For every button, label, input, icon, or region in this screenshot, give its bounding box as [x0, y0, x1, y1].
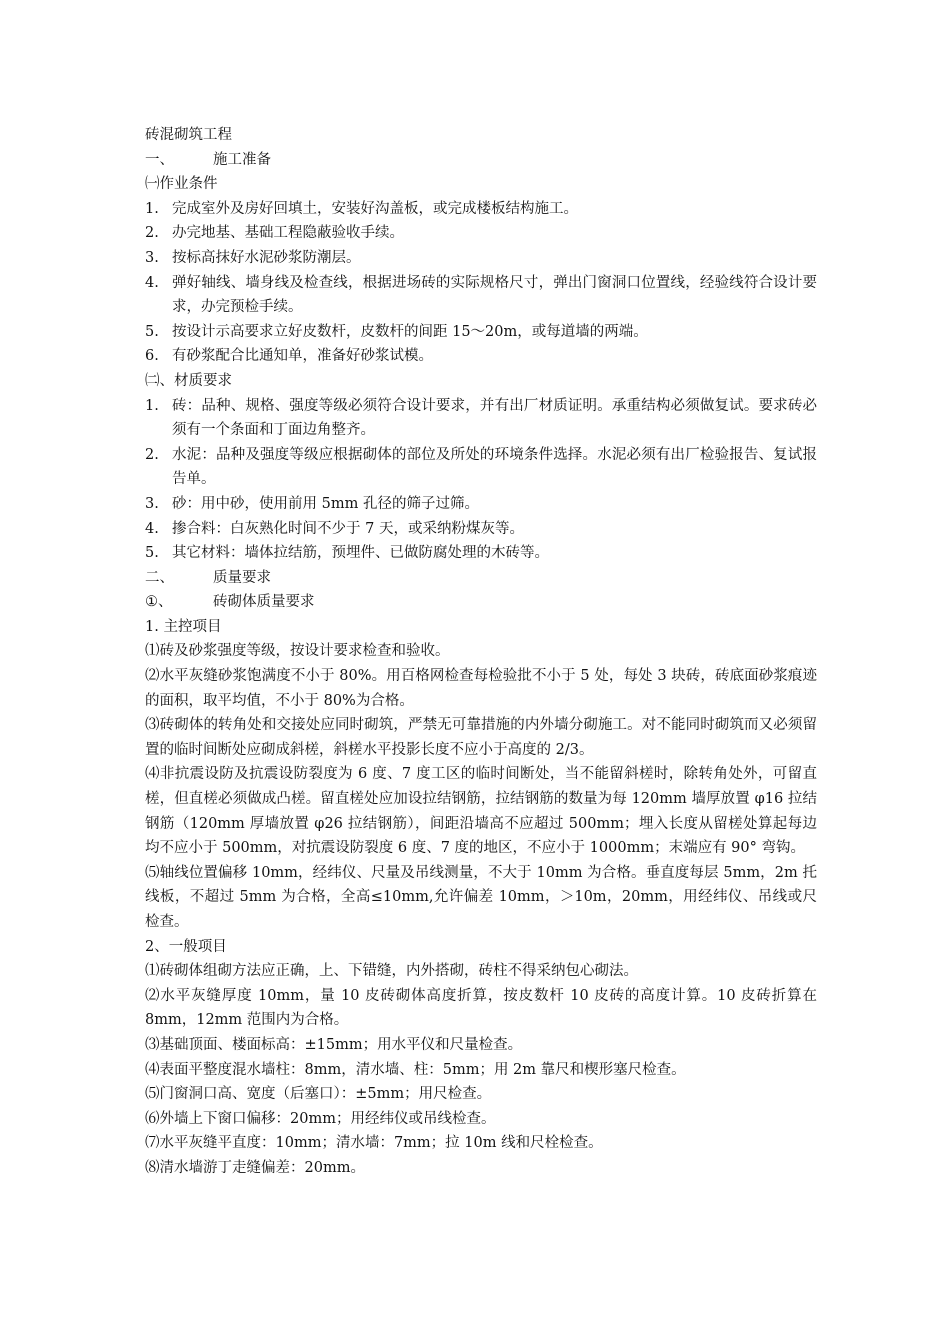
list-item: [145, 443, 817, 492]
list-item-number: 4.: [145, 274, 159, 291]
list-item-text: 其它材料：墙体拉结筋，预埋件、已做防腐处理的木砖等。: [172, 545, 549, 562]
subsection-materials-heading: ㈡、材质要求: [145, 372, 232, 389]
section-1-heading: [145, 148, 817, 173]
list-item-text: 水泥：品种及强度等级应根据砌体的部位及所处的环境条件选择。水泥必须有出厂检验报告、复试报告单。: [172, 446, 817, 488]
paragraph: ⑹外墙上下窗口偏移：20mm；用经纬仪或吊线检查。: [145, 1110, 496, 1127]
section-1-title: 施工准备: [213, 151, 271, 168]
paragraph: ⑶砖砌体的转角处和交接处应同时砌筑，严禁无可靠措施的内外墙分砌施工。对不能同时砌筑而又必须留置的临时间断处应砌成斜槎，斜槎水平投影长度不应小于高度的 2/3。: [145, 717, 817, 758]
list-item: [145, 541, 817, 566]
section-2-number: 二、: [145, 569, 174, 586]
paragraph: ⑵水平灰缝厚度 10mm，量 10 皮砖砌体高度折算，按皮数杆 10 皮砖的高度计算。10 皮砖折算在 8mm，12mm 范围内为合格。: [145, 987, 817, 1029]
document-title: 砖混砌筑工程: [145, 127, 232, 143]
subsection-brick-quality-number: ①、: [145, 594, 173, 611]
list-item-number: 5.: [145, 323, 159, 340]
paragraph: ⑸轴线位置偏移 10mm，经纬仪、尺量及吊线测量，不大于 10mm 为合格。垂直度每层 5mm，2m 托线板，不超过 5mm 为合格，全高≤10mm,允许偏差 10mm，＞10m，20mm，用经纬仪、吊线或尺检查。: [145, 864, 817, 930]
list-item: [145, 197, 817, 222]
list-item-number: 6.: [145, 348, 159, 365]
list-item-number: 5.: [145, 545, 159, 562]
main-control-items-heading: 1. 主控项目: [145, 618, 222, 635]
list-item: [145, 221, 817, 246]
general-items-heading: 2、一般项目: [145, 938, 227, 955]
list-item: [145, 246, 817, 271]
paragraph: ⑻清水墙游丁走缝偏差：20mm。: [145, 1159, 365, 1176]
list-item-number: 3.: [145, 249, 159, 266]
section-2-title: 质量要求: [213, 569, 271, 586]
materials-list: [145, 394, 817, 566]
list-item-number: 3.: [145, 495, 159, 512]
list-item-number: 4.: [145, 520, 159, 537]
paragraph: ⑴砖及砂浆强度等级，按设计要求检查和验收。: [145, 643, 450, 660]
list-item-text: 掺合料：白灰熟化时间不少于 7 天，或采纳粉煤灰等。: [172, 520, 524, 537]
list-item: [145, 271, 817, 320]
list-item-text: 弹好轴线、墙身线及检查线，根据进场砖的实际规格尺寸，弹出门窗洞口位置线，经验线符合设计要求，办完预检手续。: [172, 274, 817, 316]
paragraph: ⑶基础顶面、楼面标高：±15mm；用水平仪和尺量检查。: [145, 1036, 523, 1053]
list-item-text: 有砂浆配合比通知单，准备好砂浆试模。: [172, 348, 433, 365]
list-item-text: 砖：品种、规格、强度等级必须符合设计要求，并有出厂材质证明。承重结构必须做复试。要求砖必须有一个条面和丁面边角整齐。: [172, 397, 817, 439]
list-item-text: 砂：用中砂，使用前用 5mm 孔径的筛子过筛。: [172, 495, 479, 512]
general-items-list: [145, 959, 817, 1180]
list-item-number: 2.: [145, 225, 159, 242]
list-item: [145, 344, 817, 369]
list-item-number: 1.: [145, 200, 159, 217]
paragraph: ⑴砖砌体组砌方法应正确，上、下错缝，内外搭砌，砖柱不得采纳包心砌法。: [145, 963, 638, 980]
subsection-work-conditions-heading: ㈠作业条件: [145, 176, 218, 193]
paragraph: ⑷表面平整度混水墙柱：8mm，清水墙、柱：5mm；用 2m 靠尺和楔形塞尺检查。: [145, 1061, 686, 1078]
list-item: [145, 492, 817, 517]
list-item-number: 1.: [145, 397, 159, 414]
paragraph: ⑵水平灰缝砂浆饱满度不小于 80%。用百格网检查每检验批不小于 5 处，每处 3 块砖，砖底面砂浆痕迹的面积，取平均值，不小于 80%为合格。: [145, 668, 817, 709]
section-1-number: 一、: [145, 151, 174, 168]
section-2-heading: [145, 566, 817, 591]
list-item-text: 办完地基、基础工程隐蔽验收手续。: [172, 225, 404, 242]
list-item-text: 按设计示高要求立好皮数杆，皮数杆的间距 15～20m，或每道墙的两端。: [172, 323, 648, 340]
subsection-brick-quality-heading: [145, 590, 817, 615]
list-item-text: 按标高抹好水泥砂浆防潮层。: [172, 249, 361, 266]
paragraph: ⑸门窗洞口高、宽度（后塞口）：±5mm；用尺检查。: [145, 1086, 492, 1103]
subsection-brick-quality-title: 砖砌体质量要求: [213, 594, 315, 611]
list-item-number: 2.: [145, 446, 159, 463]
list-item-text: 完成室外及房好回填土，安装好沟盖板，或完成楼板结构施工。: [172, 200, 578, 217]
list-item: [145, 394, 817, 443]
work-conditions-list: [145, 197, 817, 369]
document-body: [145, 123, 817, 1181]
list-item: [145, 517, 817, 542]
list-item: [145, 320, 817, 345]
paragraph: ⑺水平灰缝平直度：10mm；清水墙：7mm；拉 10m 线和尺栓检查。: [145, 1135, 603, 1152]
main-control-items-list: [145, 639, 817, 934]
paragraph: ⑷非抗震设防及抗震设防裂度为 6 度、7 度工区的临时间断处，当不能留斜槎时，除转角处外，可留直槎，但直槎必须做成凸槎。留直槎处应加设拉结钢筋，拉结钢筋的数量为每 120mm 墙厚放置 φ16 拉结钢筋（120mm 厚墙放置 φ26 拉结钢筋），间距沿墙高不应超过 500mm；埋入长度从留槎处算起每边均不应小于 500mm，对抗震设防裂度 6 度、7 度的地区，不应小于 1000mm；末端应有 90° 弯钩。: [145, 766, 817, 857]
